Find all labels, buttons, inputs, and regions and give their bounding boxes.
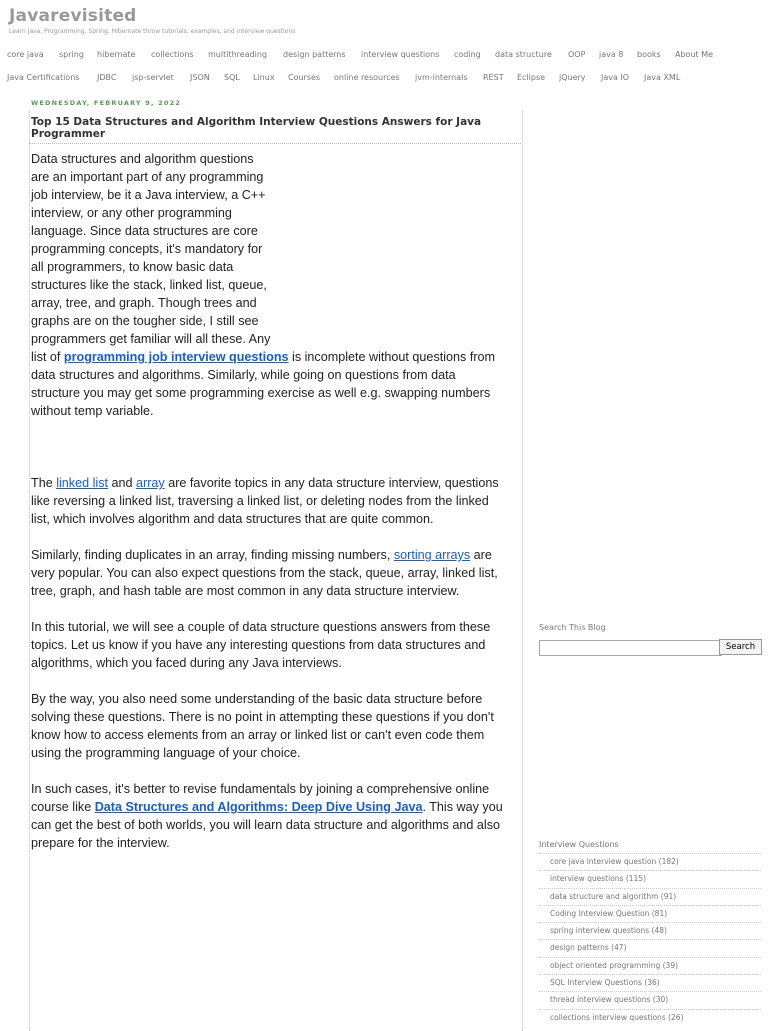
nav-link-interview-questions[interactable]: interview questions	[361, 50, 440, 59]
blog-header	[9, 6, 295, 35]
nav-link-design-patterns[interactable]: design patterns	[283, 50, 346, 59]
linked-list-link[interactable]: linked list	[56, 476, 108, 490]
list-item[interactable]: data structure and algorithm (91)	[539, 888, 761, 905]
post-title[interactable]: Top 15 Data Structures and Algorithm Interview Questions Answers for Java Programmer	[31, 116, 482, 140]
blog-description: Learn Java, Programming, Spring, Hibernate throw tutorials, examples, and interview questions	[9, 28, 296, 35]
paragraph-linked-list: The linked list and array are favorite topics in any data structure interview, questions like reversing a linked list, traversing a linked list, or deleting nodes from the linked list, which involves algorithm and data structures that are quite common.	[31, 476, 499, 526]
search-button[interactable]: Search	[719, 639, 762, 655]
nav-link-courses[interactable]: Courses	[288, 73, 321, 82]
nav-link-oop[interactable]: OOP	[568, 50, 586, 59]
dsa-deep-dive-course-link[interactable]: Data Structures and Algorithms: Deep Dive Using Java	[94, 800, 423, 814]
nav-link-multithreading[interactable]: multithreading	[208, 50, 268, 59]
post-body	[31, 150, 506, 870]
nav-link-jdbc[interactable]: JDBC	[97, 73, 117, 82]
nav-link-coding[interactable]: coding	[454, 50, 481, 59]
nav-link-about-me[interactable]: About Me	[675, 50, 714, 59]
paragraph-by-the-way: By the way, you also need some understanding of the basic data structure before solving these questions. There is no point in attempting these questions if you don't know how to access elements from an array or linked list or can't even code them using the programming language of your choice.	[31, 692, 494, 760]
nav-link-spring[interactable]: spring	[59, 50, 84, 59]
nav-link-java-xml[interactable]: Java XML	[644, 73, 681, 82]
list-item[interactable]: thread interview questions (30)	[539, 991, 761, 1008]
nav-link-hibernate[interactable]: hibernate	[97, 50, 136, 59]
list-item[interactable]: spring interview questions (48)	[539, 922, 761, 939]
array-link[interactable]: array	[136, 476, 165, 490]
nav-link-json[interactable]: JSON	[190, 73, 210, 82]
list-item[interactable]: core java interview question (182)	[539, 853, 761, 870]
nav-link-collections[interactable]: collections	[151, 50, 194, 59]
list-item[interactable]: collections interview questions (26)	[539, 1009, 761, 1026]
nav-link-books[interactable]: books	[637, 50, 661, 59]
list-item[interactable]: interview questions (115)	[539, 870, 761, 887]
sorting-arrays-link[interactable]: sorting arrays	[393, 548, 471, 562]
nav-link-data-structure[interactable]: data structure	[495, 50, 552, 59]
nav-link-rest[interactable]: REST	[483, 73, 504, 82]
nav-link-sql[interactable]: SQL	[224, 73, 240, 82]
list-item[interactable]: object oriented programming (39)	[539, 957, 761, 974]
title-divider	[29, 143, 521, 144]
interview-questions-list	[539, 853, 761, 1026]
nav-link-eclipse[interactable]: Eclipse	[517, 73, 546, 82]
search-widget-heading: Search This Blog	[539, 623, 606, 632]
paragraph-tutorial: In this tutorial, we will see a couple of data structure questions answers from these topics. Let us know if you have any interesting questions from data structures and algorithms, which you faced during any Java interviews.	[31, 620, 491, 670]
paragraph-duplicates: Similarly, finding duplicates in an array, finding missing numbers, sorting arrays are very popular. You can also expect questions from the stack, queue, array, linked list, tree, graph, and hash table are most common in any data structure interview.	[31, 548, 498, 598]
search-input[interactable]	[539, 640, 722, 656]
nav-link-linux[interactable]: Linux	[253, 73, 275, 82]
blog-title[interactable]: Javarevisited	[9, 6, 137, 26]
nav-link-java-8[interactable]: java 8	[599, 50, 624, 59]
nav-link-core-java[interactable]: core java	[7, 50, 44, 59]
interview-questions-heading: Interview Questions	[539, 840, 619, 849]
post-date: WEDNESDAY, FEBRUARY 9, 2022	[31, 99, 182, 107]
nav-link-jvm-internals[interactable]: jvm-internals	[415, 73, 468, 82]
paragraph-intro-continued: list of programming job interview questions is incomplete without questions from data structures and algorithms. Similarly, while going on questions from data structure you may get some programming exercise as well e.g. swapping numbers without temp variable.	[31, 350, 496, 418]
nav-link-online-resources[interactable]: online resources	[334, 73, 400, 82]
nav-link-java-io[interactable]: Java IO	[601, 73, 630, 82]
nav-link-jsp-servlet[interactable]: jsp-servlet	[132, 73, 174, 82]
list-item[interactable]: SQL Interview Questions (36)	[539, 974, 761, 991]
paragraph-course: In such cases, it's better to revise fundamentals by joining a comprehensive online course like Data Structures and Algorithms: Deep Dive Using Java. This way you can get the best of both worlds, you will learn data structure and algorithms and also prepare for the interview.	[31, 782, 503, 850]
nav-link-jquery[interactable]: jQuery	[559, 73, 586, 82]
list-item[interactable]: Coding Interview Question (81)	[539, 905, 761, 922]
programming-job-interview-questions-link[interactable]: programming job interview questions	[63, 350, 289, 364]
paragraph-intro-narrow: Data structures and algorithm questions are an important part of any programming job interview, be it a Java interview, a C++ interview, or any other programming language. Since data structures are core programming concepts, it's mandatory for all programmers, to know basic data structures like the stack, linked list, queue, array, tree, and graph. Though trees and graphs are on the tougher side, I still see programmers get familiar will all these. Any	[31, 152, 271, 346]
nav-link-java-certifications[interactable]: Java Certifications	[7, 73, 80, 82]
list-item[interactable]: design patterns (47)	[539, 939, 761, 956]
